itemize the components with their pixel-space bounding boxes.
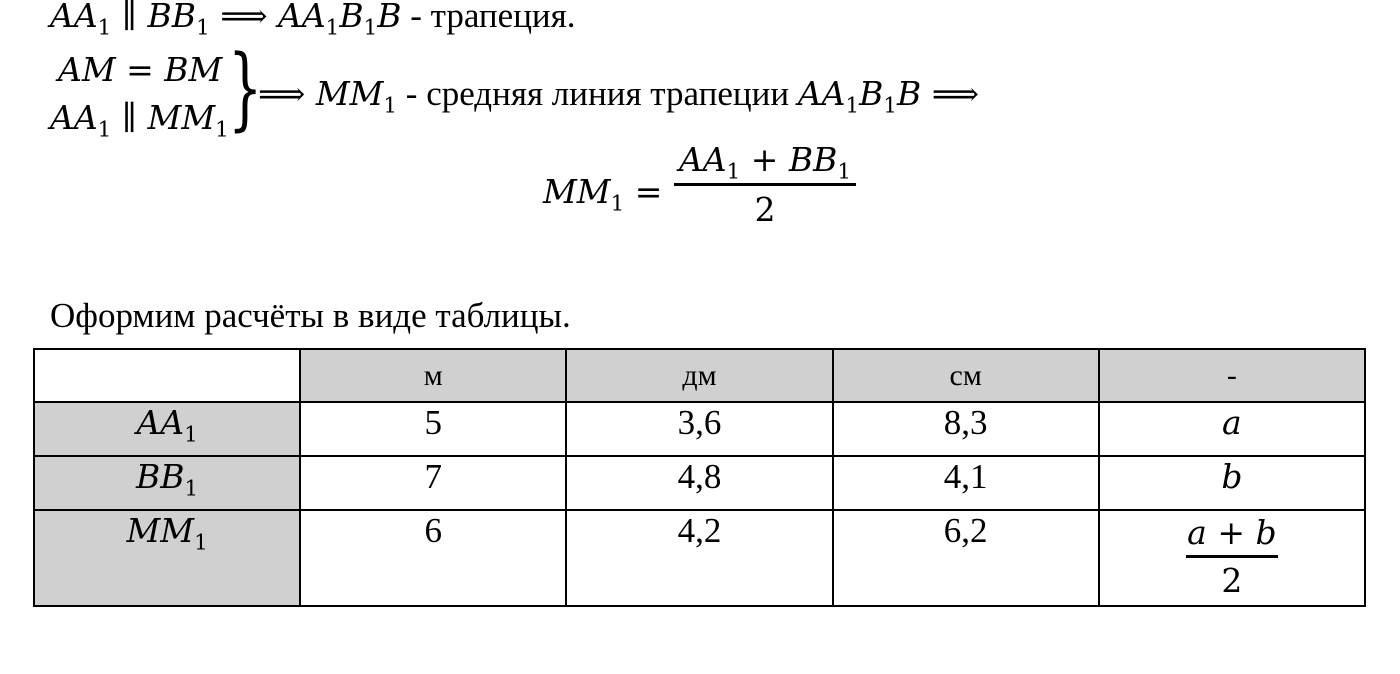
segment-aa: AA [50,98,98,137]
cell-value: 4,2 [566,510,832,606]
subscript: 1 [194,530,208,556]
row-label-bb1 [34,456,300,510]
subscript: 1 [383,93,398,119]
implies-symbol: ⟹ [921,74,980,113]
figure-name: B [377,0,402,35]
subscript: 1 [196,15,210,41]
cell-value: 4,8 [566,456,832,510]
fraction-bar [674,183,856,186]
cell-value: 6 [300,510,566,606]
statement-text: - трапеция. [401,0,576,35]
segment-aa: AA [678,140,727,179]
statement-trapezoid [50,0,576,41]
row-label-text: AA [136,403,185,442]
subscript: 1 [837,159,852,185]
cell-value: 3,6 [566,402,832,456]
parallel-symbol: ∥ [111,0,148,35]
subscript: 1 [97,117,112,143]
cell-symbol [1099,402,1365,456]
figure-name: AA [278,0,326,35]
figure-part: AA [797,74,846,113]
table-intro-text: Оформим расчёты в виде таблицы. [50,296,571,335]
header-cell-dm: дм [566,349,832,402]
segment-mm: MM [315,74,384,113]
segment-aa: AA [50,0,98,35]
symbol-a: a [1222,403,1242,442]
system-brace: } [228,36,263,141]
subscript: 1 [97,15,112,41]
plus-sign: + [740,140,789,179]
row-label-aa1 [34,402,300,456]
symbol-b: b [1221,457,1243,496]
equals-sign: = [624,172,663,211]
formula-aa1-parallel-bb1 [50,0,402,41]
subscript: 1 [610,191,625,217]
parallel-symbol: ∥ [111,98,148,137]
subscript: 1 [325,15,340,41]
figure-name: B [339,0,364,35]
statement-text: - средняя линия трапеции [397,74,798,113]
segment-mm: MM [147,98,216,137]
cell-symbol [1099,510,1365,606]
subscript: 1 [726,159,741,185]
system-equation-2 [50,98,229,143]
header-cell-empty [34,349,300,402]
table-row [34,510,1365,606]
symbol-fraction [1186,513,1278,600]
subscript: 1 [184,476,199,502]
subscript: 1 [845,93,860,119]
table-row [34,402,1365,456]
table-row [34,456,1365,510]
fraction-numerator [674,140,856,185]
cell-symbol [1099,456,1365,510]
cell-value: 8,3 [833,402,1099,456]
cell-value: 6,2 [833,510,1099,606]
segment-bb: BB [788,140,838,179]
formula-fraction [674,140,856,229]
segment-mm1 [315,74,398,119]
segment-bb: BB [147,0,197,35]
cell-value: 7 [300,456,566,510]
header-cell-m: м [300,349,566,402]
subscript: 1 [184,422,198,448]
row-label-text: MM [126,511,195,550]
system-equation-1: AM = BM [58,50,223,89]
implies-symbol: ⟹ [209,0,278,35]
figure-name [797,74,922,119]
row-label-mm1 [34,510,300,606]
cell-value: 5 [300,402,566,456]
subscript: 1 [215,117,229,143]
cell-value: 4,1 [833,456,1099,510]
statement-midline [258,74,980,119]
header-cell-dash: - [1099,349,1365,402]
segment-mm: MM [543,172,611,211]
calculation-table [33,348,1366,607]
fraction-denominator: 2 [754,190,776,229]
fraction-numerator: a + b [1187,513,1277,552]
figure-part: B [897,74,922,113]
row-label-text: BB [136,457,185,496]
fraction-bar [1186,555,1278,558]
table-header-row [34,349,1365,402]
subscript: 1 [883,93,898,119]
subscript: 1 [363,15,378,41]
implies-symbol: ⟹ [258,74,316,113]
figure-part: B [859,74,884,113]
fraction-denominator: 2 [1221,561,1243,600]
formula-lhs [543,172,663,217]
header-cell-cm: см [833,349,1099,402]
